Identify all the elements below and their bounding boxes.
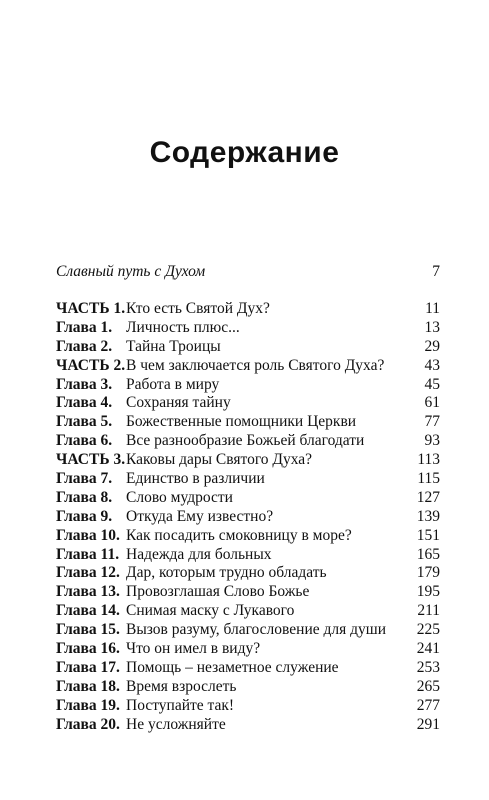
toc-row [56, 376, 440, 395]
toc-entry-page: 139 [416, 507, 440, 525]
toc-row [56, 319, 440, 338]
toc-entry-number: Глава 15. [56, 621, 120, 639]
toc-entry-number: Глава 13. [56, 583, 120, 601]
toc-entry-number: Глава 9. [56, 507, 113, 525]
toc-entry-number: ЧАСТЬ 2. [56, 356, 126, 374]
toc-row [56, 357, 440, 376]
toc-entry-number: Глава 17. [56, 658, 120, 676]
toc-entry-page: 165 [416, 545, 440, 563]
toc-entry-number: Глава 1. [56, 318, 113, 336]
toc-entry-title: В чем заключается роль Святого Духа? [126, 356, 385, 374]
toc-entry-title: Надежда для больных [126, 545, 272, 563]
toc-row [56, 413, 440, 432]
toc-entry-title: Не усложняйте [126, 715, 226, 733]
toc-entry-page: 77 [424, 413, 440, 431]
toc-entry-page: 127 [416, 488, 440, 506]
toc-entry-number: ЧАСТЬ 3. [56, 451, 126, 469]
intro-page-number: 7 [432, 263, 440, 280]
toc-entry-page: 277 [416, 696, 440, 714]
toc-row [56, 564, 440, 583]
intro-label: Славный путь с Духом [56, 263, 206, 280]
toc-entry-number: Глава 19. [56, 696, 120, 714]
toc-entry-page: 253 [416, 658, 440, 676]
toc-entry-page: 179 [416, 564, 440, 582]
toc-entry-page: 45 [424, 375, 440, 393]
toc-entry-title: Кто есть Святой Дух? [126, 300, 270, 317]
toc-entry-page: 115 [417, 470, 440, 488]
page-title: Содержание [149, 136, 340, 169]
toc-entry-title: Помощь – незаметное служение [126, 658, 339, 676]
toc-entry-page: 225 [416, 621, 440, 639]
toc-entry-title: Вызов разуму, благословение для души [126, 621, 386, 639]
toc-entry-number: Глава 5. [56, 413, 113, 431]
toc-intro-entry [56, 262, 440, 282]
toc-row [56, 489, 440, 508]
toc-entry-page: 241 [416, 640, 440, 658]
toc-row [56, 716, 440, 735]
toc-entry-page: 195 [416, 583, 440, 601]
toc-entry-page: 211 [417, 602, 440, 620]
toc-row [56, 527, 440, 546]
toc-entry-title: Что он имел в виду? [126, 640, 261, 658]
toc-entry-title: Дар, которым трудно обладать [126, 564, 327, 582]
toc-entry-title: Работа в миру [126, 375, 220, 393]
toc-row [56, 602, 440, 621]
toc-entry-title: Провозглашая Слово Божье [126, 583, 310, 601]
toc-entry-number: Глава 16. [56, 640, 120, 658]
toc-row [56, 640, 440, 659]
toc-row [56, 678, 440, 697]
toc-entry-number: Глава 7. [56, 470, 113, 488]
toc-entry-page: 11 [425, 300, 440, 317]
toc-row [56, 583, 440, 602]
toc-entry-title: Каковы дары Святого Духа? [126, 451, 313, 469]
toc-entry-number: Глава 3. [56, 375, 113, 393]
toc-entry-number: ЧАСТЬ 1. [56, 300, 126, 317]
toc-row [56, 394, 440, 413]
toc-entry-title: Слово мудрости [126, 488, 233, 506]
toc-entry-title: Снимая маску с Лукавого [126, 602, 295, 620]
toc-row [56, 300, 440, 319]
toc-row [56, 546, 440, 565]
toc-entry-title: Все разнообразие Божьей благодати [126, 432, 365, 450]
toc-entry-page: 265 [416, 677, 440, 695]
toc-entry-title: Поступайте так! [126, 696, 235, 714]
toc-entry-page: 43 [424, 356, 440, 374]
toc-entry-page: 29 [424, 337, 440, 355]
toc-entry-page: 13 [424, 318, 440, 336]
toc-entry-number: Глава 6. [56, 432, 113, 450]
toc-entry-title: Сохраняя тайну [126, 394, 231, 412]
toc-row [56, 508, 440, 527]
toc-entry-number: Глава 12. [56, 564, 120, 582]
toc-entry-page: 151 [416, 526, 440, 544]
toc-entry-title: Тайна Троицы [126, 337, 221, 355]
toc-row [56, 338, 440, 357]
toc-entry-page: 61 [424, 394, 440, 412]
toc-entry-number: Глава 11. [56, 545, 120, 563]
toc-entry-number: Глава 8. [56, 488, 113, 506]
toc-entry-number: Глава 20. [56, 715, 120, 733]
toc-entry-title: Божественные помощники Церкви [126, 413, 357, 431]
toc-entry-title: Как посадить смоковницу в море? [126, 526, 352, 544]
toc-entry-title: Личность плюс... [126, 318, 240, 336]
toc-entry-page: 93 [424, 432, 440, 450]
toc-entry-number: Глава 2. [56, 337, 113, 355]
toc-row [56, 621, 440, 640]
table-of-contents [56, 300, 440, 734]
toc-entry-number: Глава 4. [56, 394, 113, 412]
toc-entry-number: Глава 14. [56, 602, 120, 620]
toc-entry-page: 113 [417, 451, 440, 469]
toc-entry-title: Откуда Ему известно? [126, 507, 274, 525]
toc-row [56, 451, 440, 470]
toc-entry-title: Единство в различии [126, 470, 265, 488]
toc-row [56, 432, 440, 451]
toc-entry-title: Время взрослеть [126, 677, 237, 695]
toc-row [56, 659, 440, 678]
toc-entry-page: 291 [416, 715, 440, 733]
toc-row [56, 470, 440, 489]
toc-row [56, 697, 440, 716]
toc-entry-number: Глава 18. [56, 677, 120, 695]
toc-entry-number: Глава 10. [56, 526, 120, 544]
